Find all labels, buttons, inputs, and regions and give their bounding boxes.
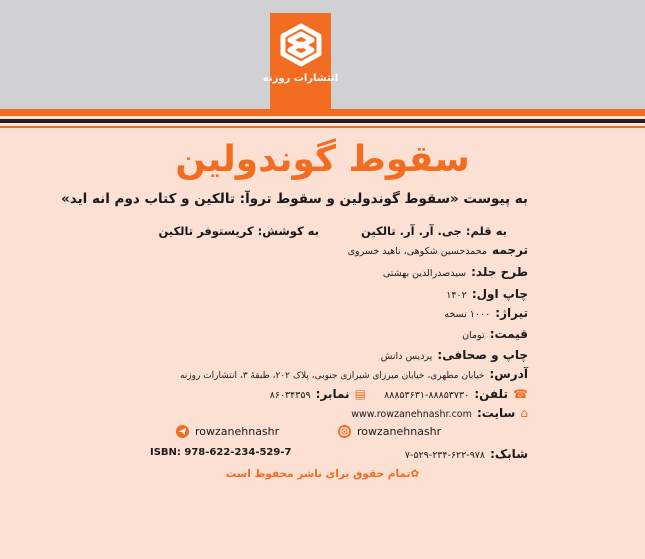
printing-value: پردیس دانش xyxy=(380,351,433,362)
globe-icon: ⌂ xyxy=(520,406,528,420)
circulation-value: ۱۰۰۰ نسخه xyxy=(444,309,491,320)
fax-value: ۸۶۰۳۴۳۵۹ xyxy=(269,390,311,401)
printing-label: چاپ و صحافی: xyxy=(437,348,528,362)
logo-text: انتشارات روزنه xyxy=(262,73,339,84)
fax-label: نمابر: xyxy=(315,387,350,401)
circulation-row xyxy=(444,305,528,322)
website-label: سایت: xyxy=(476,406,516,420)
first-print-label: چاپ اول: xyxy=(471,287,528,301)
rights-notice xyxy=(0,468,645,480)
telegram-text: rowzanehnashr xyxy=(195,425,280,438)
website-link[interactable]: www.rowzanehnashr.com xyxy=(351,409,472,420)
address-label: آدرس: xyxy=(489,367,528,381)
cover-design-value: سیدصدرالدین بهشتی xyxy=(382,268,467,279)
isbn-fa-value: ۹۷۸-۶۲۲-۲۳۴-۵۲۹-۷ xyxy=(404,450,485,461)
orange-rule xyxy=(0,109,645,116)
black-rule xyxy=(0,119,645,123)
fax-icon: ▤ xyxy=(354,387,366,401)
book-title: سقوط گوندولین xyxy=(175,139,470,180)
rights-text: تمام حقوق برای ناشر محفوظ است xyxy=(225,468,411,480)
price-label: قیمت: xyxy=(489,327,528,341)
telegram-icon xyxy=(176,425,189,438)
phone-fax-row xyxy=(270,386,528,403)
credits-line xyxy=(158,224,507,238)
printing-row xyxy=(381,347,528,364)
editor-name: کریستوفر تالکین xyxy=(158,224,254,238)
author-name: جی. آر. آر. تالکین xyxy=(360,224,462,238)
isbn-en: ISBN: 978-622-234-529-7 xyxy=(150,447,292,458)
address-value: خیابان مطهری، خیابان میرزای شیرازی جنوبی، پلاک ۲۰۲، طبقهٔ ۳، انتشارات روزنه xyxy=(179,371,485,381)
isbn-fa-label: شابک: xyxy=(490,447,528,461)
publisher-logo xyxy=(262,13,339,110)
phone-value: ۸۸۸۵۳۷۳۰-۸۸۸۵۳۶۳۱ xyxy=(384,390,470,401)
subtitle: به پیوست «سقوط گوندولین و سقوط تروآ: تالکین و کتاب دوم انه اید» xyxy=(61,191,528,207)
isbn-fa-row xyxy=(405,446,528,463)
phone-icon: ☎ xyxy=(513,387,528,401)
translation-label: ترجمه xyxy=(492,243,528,257)
website-row xyxy=(351,405,528,422)
cover-design-label: طرح جلد: xyxy=(471,265,528,279)
first-print-value: ۱۴۰۲ xyxy=(446,290,467,301)
first-print-row xyxy=(446,286,528,303)
instagram-icon xyxy=(338,425,351,438)
logo-mark-icon xyxy=(279,23,323,67)
price-value: تومان xyxy=(462,330,485,341)
telegram-handle[interactable] xyxy=(176,425,279,438)
cover-design-row xyxy=(383,264,528,281)
translation-value: محمدحسین شکوهی، ناهید خسروی xyxy=(347,246,487,257)
phone-label: تلفن: xyxy=(474,387,508,401)
translation-row xyxy=(348,242,528,259)
instagram-handle[interactable] xyxy=(338,425,441,438)
thin-orange-rule xyxy=(0,126,645,128)
instagram-text: rowzanehnashr xyxy=(357,425,442,438)
address-row xyxy=(180,366,528,383)
author-label: به قلم: xyxy=(465,224,507,238)
circulation-label: تیراژ: xyxy=(495,306,528,320)
copyright-icon: ✿ xyxy=(410,468,420,480)
editor-label: به کوشش: xyxy=(257,224,319,238)
price-row xyxy=(462,326,528,343)
